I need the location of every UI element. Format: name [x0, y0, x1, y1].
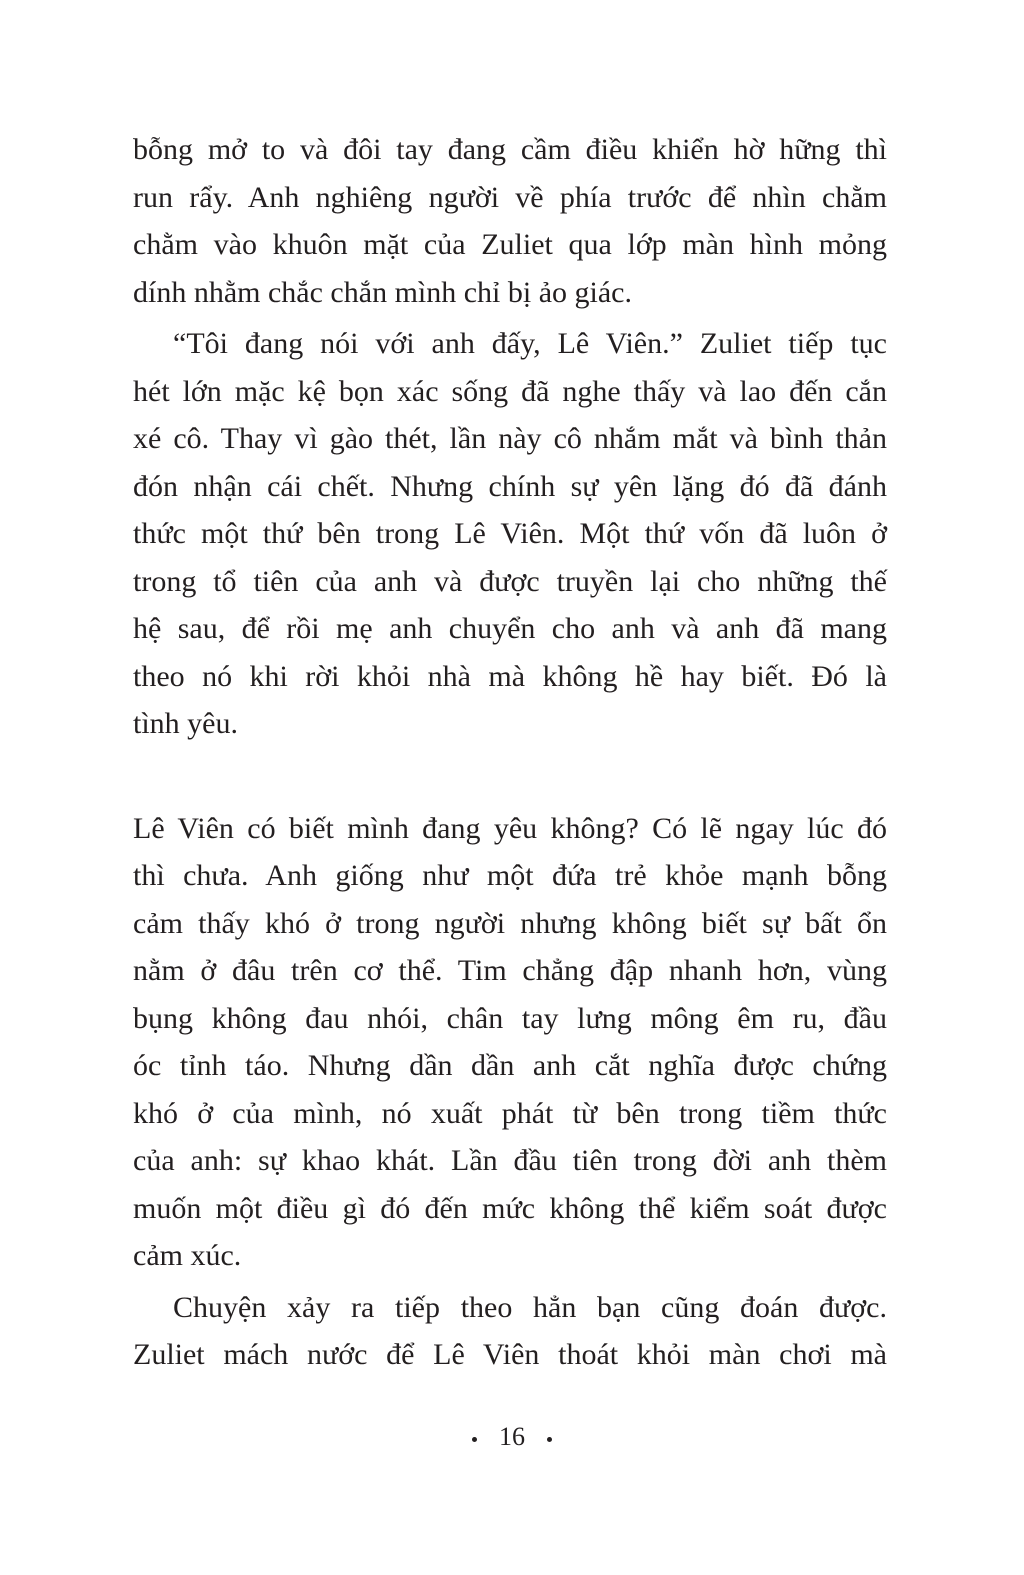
text-line: run rẩy. Anh nghiêng người về phía trước để nhìn chằm	[133, 180, 887, 214]
text-line: đón nhận cái chết. Nhưng chính sự yên lặng đó đã đánh	[133, 469, 887, 503]
paragraph	[133, 126, 887, 316]
text-line: thì chưa. Anh giống như một đứa trẻ khỏe mạnh bỗng	[133, 859, 887, 892]
text-line: Chuyện xảy ra tiếp theo hẳn bạn cũng đoán được.	[173, 1290, 887, 1324]
bullet-icon	[547, 1437, 552, 1442]
text-line: cảm xúc.	[133, 1239, 242, 1272]
text-line: nằm ở đâu trên cơ thể. Tim chẳng đập nhanh hơn, vùng	[133, 954, 887, 987]
page-number: 16	[499, 1422, 525, 1451]
text-line: hệ sau, để rồi mẹ anh chuyển cho anh và anh đã mang	[133, 612, 887, 645]
page-body	[133, 126, 887, 1379]
text-line: tình yêu.	[133, 707, 238, 740]
text-line: cảm thấy khó ở trong người nhưng không biết sự bất ổn	[133, 906, 887, 940]
text-line: thức một thứ bên trong Lê Viên. Một thứ vốn đã luôn ở	[133, 517, 887, 550]
text-line: của anh: sự khao khát. Lần đầu tiên trong đời anh thèm	[133, 1144, 887, 1177]
text-line: hét lớn mặc kệ bọn xác sống đã nghe thấy và lao đến cắn	[133, 374, 887, 408]
text-line: bụng không đau nhói, chân tay lưng mông êm ru, đầu	[133, 1001, 887, 1035]
text-line: trong tổ tiên của anh và được truyền lại cho những thế	[133, 564, 887, 598]
text-line: óc tỉnh táo. Nhưng dần dần anh cắt nghĩa được chứng	[133, 1049, 887, 1082]
text-line: khó ở của mình, nó xuất phát từ bên trong tiềm thức	[133, 1096, 887, 1130]
text-line: xé cô. Thay vì gào thét, lần này cô nhắm mắt và bình thản	[133, 422, 887, 455]
page-footer	[0, 1422, 1024, 1452]
bullet-icon	[472, 1437, 477, 1442]
text-line: Zuliet mách nước để Lê Viên thoát khỏi màn chơi mà	[133, 1338, 887, 1371]
paragraph	[133, 1284, 887, 1379]
text-line: Lê Viên có biết mình đang yêu không? Có lẽ ngay lúc đó	[133, 811, 887, 845]
text-line: muốn một điều gì đó đến mức không thể kiểm soát được	[133, 1191, 887, 1225]
text-line: dính nhằm chắc chắn mình chỉ bị ảo giác.	[133, 275, 632, 309]
text-line: chằm vào khuôn mặt của Zuliet qua lớp màn hình mỏng	[133, 228, 887, 261]
paragraph	[133, 805, 887, 1280]
text-line: theo nó khi rời khỏi nhà mà không hề hay biết. Đó là	[133, 659, 887, 693]
paragraph	[133, 320, 887, 748]
text-line: bỗng mở to và đôi tay đang cầm điều khiển hờ hững thì	[133, 133, 887, 166]
text-line: “Tôi đang nói với anh đấy, Lê Viên.” Zuliet tiếp tục	[173, 327, 887, 360]
